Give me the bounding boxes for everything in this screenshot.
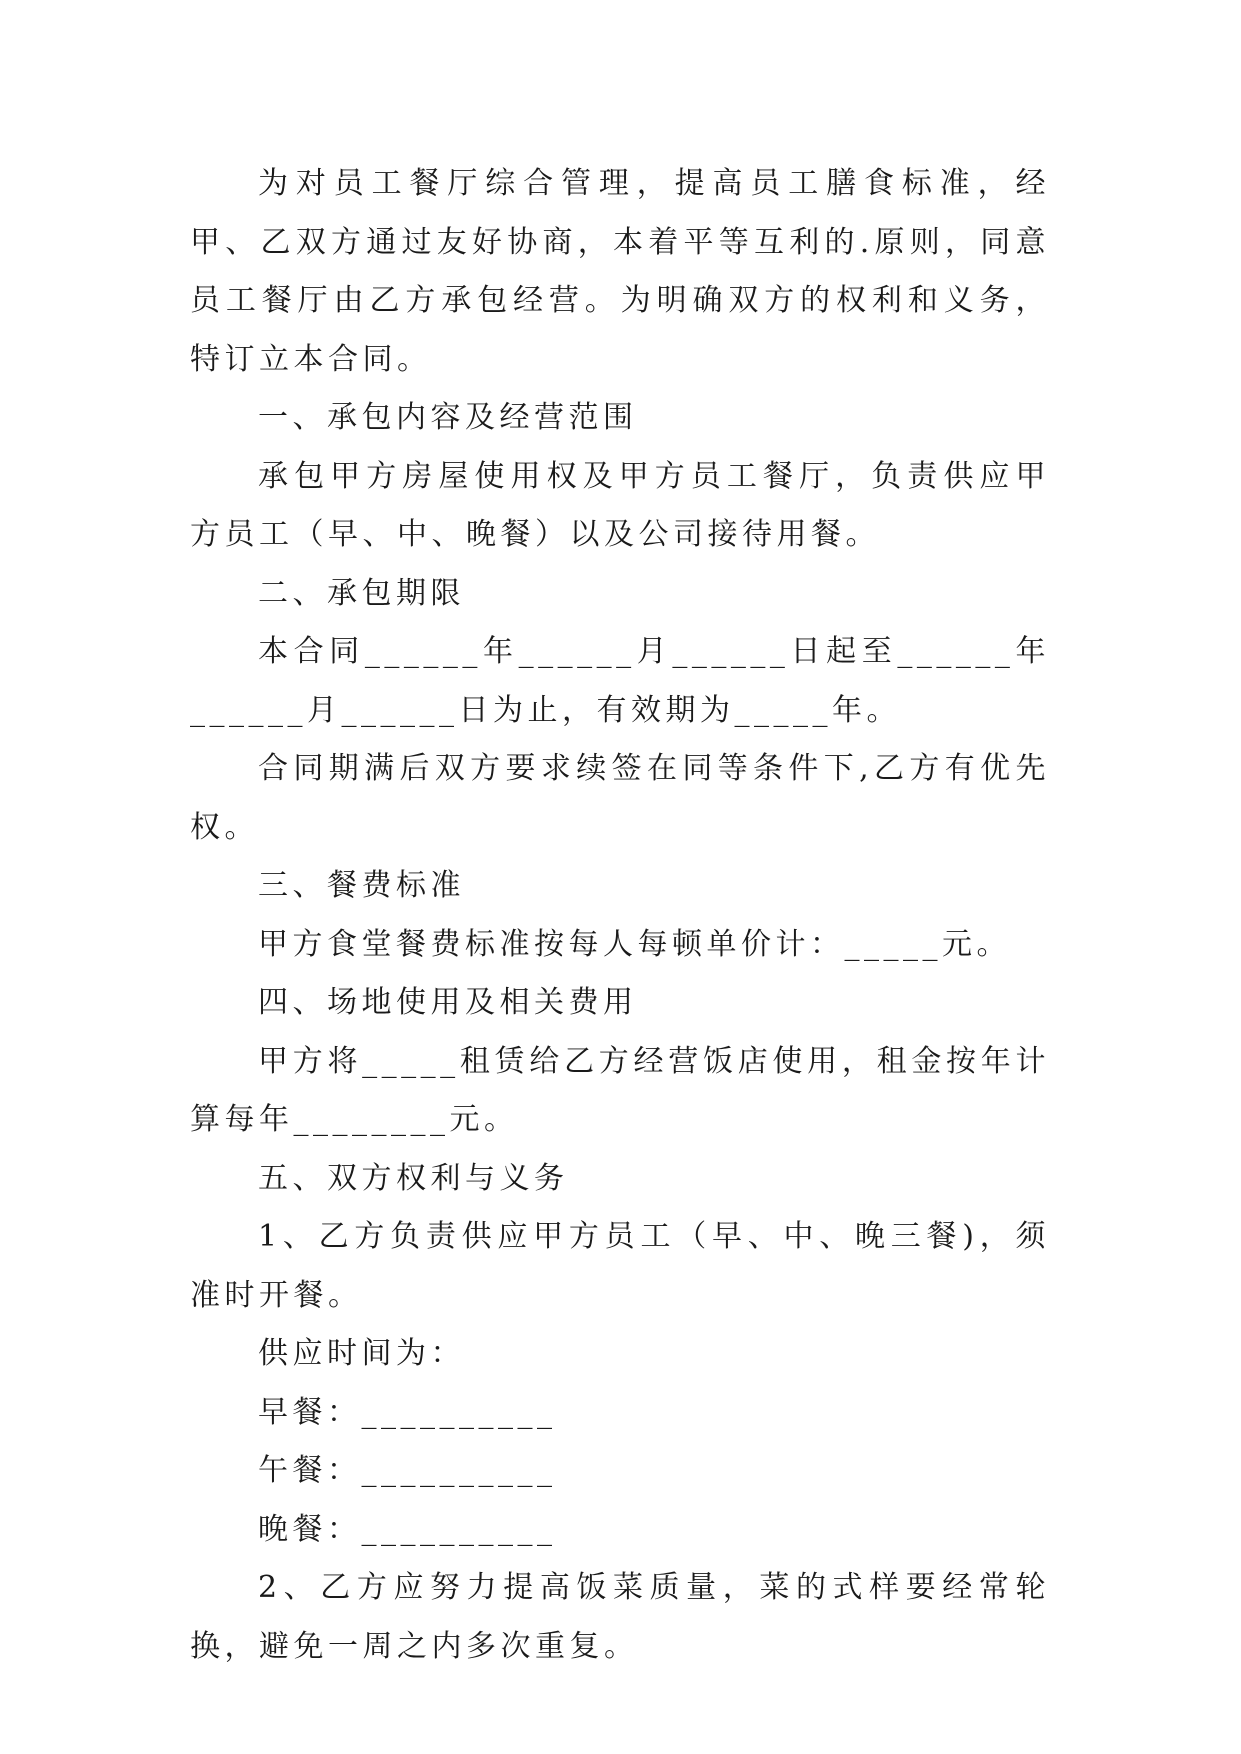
paragraph-lunch: 午餐：__________: [258, 1453, 557, 1488]
heading-section-2: 二、承包期限: [258, 575, 465, 611]
paragraph-rent: 甲方将_____租赁给乙方经营饭店使用，租金按年计算每年________元。: [190, 1043, 1050, 1137]
document-body: [190, 155, 1050, 1676]
paragraph-supply-time: 供应时间为：: [258, 1336, 465, 1371]
paragraph-item-2: 2、乙方应努力提高饭菜质量，菜的式样要经常轮换，避免一周之内多次重复。: [190, 1570, 1050, 1664]
paragraph-term: 本合同______年______月______日起至______年______月______日为止，有效期为_____年。: [190, 634, 1050, 728]
paragraph-scope: 承包甲方房屋使用权及甲方员工餐厅，负责供应甲方员工（早、中、晚餐）以及公司接待用餐。: [190, 458, 1050, 552]
paragraph-renewal: 合同期满后双方要求续签在同等条件下,乙方有优先权。: [190, 751, 1050, 845]
paragraph-breakfast: 早餐：__________: [258, 1394, 557, 1430]
heading-section-3: 三、餐费标准: [258, 868, 465, 903]
paragraph-item-1: 1、乙方负责供应甲方员工（早、中、晚三餐)，须准时开餐。: [190, 1219, 1050, 1313]
paragraph-meal-price: 甲方食堂餐费标准按每人每顿单价计：_____元。: [258, 926, 1011, 962]
paragraph-dinner: 晚餐：__________: [258, 1511, 557, 1547]
heading-section-1: 一、承包内容及经营范围: [258, 400, 638, 435]
heading-section-4: 四、场地使用及相关费用: [258, 985, 638, 1020]
heading-section-5: 五、双方权利与义务: [258, 1160, 569, 1196]
paragraph-intro: 为对员工餐厅综合管理，提高员工膳食标准，经甲、乙双方通过友好协商，本着平等互利的.原则，同意员工餐厅由乙方承包经营。为明确双方的权利和义务，特订立本合同。: [190, 166, 1050, 377]
